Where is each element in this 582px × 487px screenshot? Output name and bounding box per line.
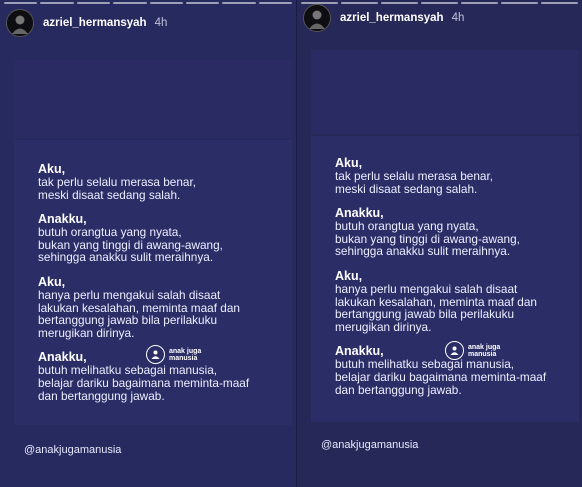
brand-line: manusia bbox=[468, 350, 497, 358]
card-backdrop bbox=[311, 50, 579, 134]
block-line: bukan yang tinggi di awang-awang, bbox=[38, 237, 223, 252]
avatar[interactable] bbox=[303, 4, 331, 32]
block-title: Aku, bbox=[38, 274, 66, 289]
block-line: dan bertanggung jawab. bbox=[335, 382, 462, 397]
quote-block bbox=[335, 344, 546, 396]
block-line: belajar dariku bagaimana meminta-maaf bbox=[38, 375, 250, 390]
story-header bbox=[303, 4, 464, 32]
account-handle[interactable]: @anakjugamanusia bbox=[24, 444, 122, 456]
block-line: bertanggung jawab bila perilakuku bbox=[38, 313, 218, 328]
quote-block bbox=[335, 206, 546, 258]
brand-line: manusia bbox=[169, 354, 198, 362]
block-line: hanya perlu mengakui salah disaat bbox=[38, 287, 221, 302]
block-title: Anakku, bbox=[38, 212, 87, 227]
quote-text bbox=[335, 156, 546, 407]
block-title: Anakku, bbox=[335, 206, 384, 221]
block-title: Aku, bbox=[38, 162, 66, 176]
quote-block bbox=[38, 212, 249, 264]
quote-text bbox=[38, 162, 249, 413]
quote-block bbox=[38, 162, 249, 201]
block-title: Anakku, bbox=[38, 350, 87, 365]
block-line: lakukan kesalahan, meminta maaf dan bbox=[38, 300, 240, 315]
block-line: bertanggung jawab bila perilakuku bbox=[335, 307, 515, 322]
block-line: meski disaat sedang salah. bbox=[335, 181, 478, 196]
block-line: butuh orangtua yang nyata, bbox=[335, 219, 479, 234]
quote-block bbox=[335, 156, 546, 195]
block-line: tak perlu selalu merasa benar, bbox=[335, 169, 494, 183]
post-time: 4h bbox=[451, 12, 465, 24]
story-progress-bar bbox=[4, 2, 292, 4]
quote-card bbox=[14, 140, 292, 425]
block-line: dan bertanggung jawab. bbox=[38, 388, 165, 403]
block-line: butuh melihatku sebagai manusia, bbox=[38, 363, 218, 378]
avatar[interactable] bbox=[6, 9, 34, 37]
quote-card bbox=[311, 136, 579, 422]
username[interactable]: azriel_hermansyah bbox=[340, 12, 444, 24]
block-title: Anakku, bbox=[335, 344, 384, 359]
block-line: merugikan dirinya. bbox=[335, 319, 432, 334]
story-header bbox=[6, 9, 167, 37]
block-line: bukan yang tinggi di awang-awang, bbox=[335, 231, 520, 246]
block-line: hanya perlu mengakui salah disaat bbox=[335, 281, 518, 296]
person-circle-icon bbox=[146, 345, 165, 364]
brand-line: anak juga bbox=[468, 343, 501, 351]
block-line: butuh orangtua yang nyata, bbox=[38, 225, 182, 240]
block-line: merugikan dirinya. bbox=[38, 325, 135, 340]
block-line: lakukan kesalahan, meminta maaf dan bbox=[335, 294, 537, 309]
username[interactable]: azriel_hermansyah bbox=[43, 17, 147, 29]
brand-logo bbox=[445, 341, 500, 360]
user-silhouette-icon bbox=[7, 10, 33, 36]
block-line: meski disaat sedang salah. bbox=[38, 187, 181, 202]
block-line: butuh melihatku sebagai manusia, bbox=[335, 357, 515, 372]
quote-block bbox=[335, 269, 546, 333]
card-backdrop bbox=[14, 60, 292, 138]
user-silhouette-icon bbox=[304, 5, 330, 31]
story-panel-right[interactable] bbox=[297, 0, 582, 487]
quote-block bbox=[38, 275, 249, 339]
quote-block bbox=[38, 347, 250, 403]
block-title: Aku, bbox=[335, 156, 363, 170]
block-line: sehingga anakku sulit meraihnya. bbox=[335, 244, 511, 259]
account-handle[interactable]: @anakjugamanusia bbox=[321, 439, 419, 451]
block-line: belajar dariku bagaimana meminta-maaf bbox=[335, 369, 547, 384]
brand-logo bbox=[146, 345, 201, 364]
post-time: 4h bbox=[154, 17, 168, 29]
brand-line: anak juga bbox=[169, 347, 202, 355]
block-line: sehingga anakku sulit meraihnya. bbox=[38, 250, 214, 265]
block-line: tak perlu selalu merasa benar, bbox=[38, 175, 197, 189]
person-circle-icon bbox=[445, 341, 464, 360]
block-title: Aku, bbox=[335, 268, 363, 283]
